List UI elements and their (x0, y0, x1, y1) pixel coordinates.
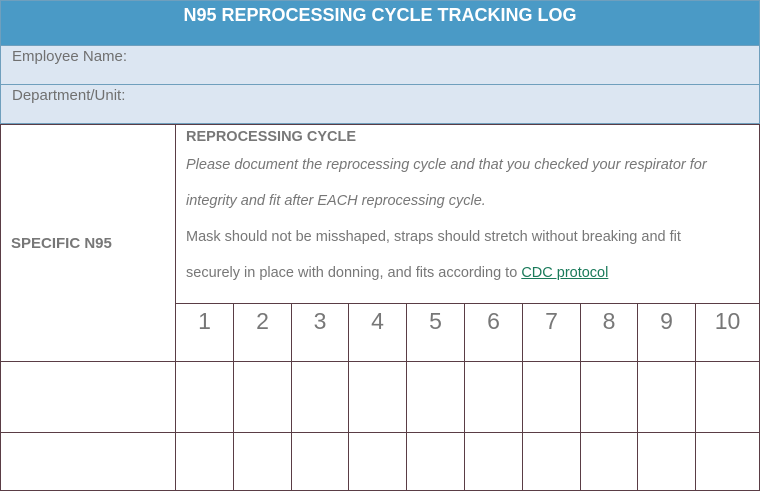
cycle-cell[interactable] (176, 362, 234, 433)
table-row (1, 362, 760, 433)
reprocessing-instructions (176, 125, 760, 304)
reprocessing-cycle-heading: REPROCESSING CYCLE (186, 129, 356, 145)
cycle-cell[interactable] (465, 433, 523, 491)
instruction-italic-line-2: integrity and fit after EACH reprocessing cycle. (186, 193, 486, 209)
n95-id-cell[interactable] (1, 433, 176, 491)
cycle-cell[interactable] (349, 362, 407, 433)
reprocessing-table (0, 124, 760, 491)
cycle-number-9: 9 (638, 304, 696, 362)
department-label: Department/Unit: (12, 87, 126, 104)
employee-name-field[interactable] (0, 46, 760, 85)
n95-id-cell[interactable] (1, 362, 176, 433)
specific-n95-header (1, 125, 176, 362)
cycle-cell[interactable] (696, 433, 760, 491)
cycle-cell[interactable] (581, 362, 638, 433)
cycle-cell[interactable] (176, 433, 234, 491)
cycle-number-3: 3 (292, 304, 349, 362)
cycle-cell[interactable] (234, 362, 292, 433)
cycle-cell[interactable] (349, 433, 407, 491)
employee-name-label: Employee Name: (12, 48, 128, 65)
department-field[interactable] (0, 85, 760, 124)
form-title: N95 REPROCESSING CYCLE TRACKING LOG (0, 0, 760, 46)
cycle-number-1: 1 (176, 304, 234, 362)
cycle-cell[interactable] (696, 362, 760, 433)
instruction-italic-line-1: Please document the reprocessing cycle and that you checked your respirator for (186, 157, 707, 173)
instruction-body-line-2 (186, 255, 751, 291)
cycle-cell[interactable] (581, 433, 638, 491)
cycle-number-5: 5 (407, 304, 465, 362)
table-row (1, 433, 760, 491)
cycle-number-4: 4 (349, 304, 407, 362)
cycle-cell[interactable] (407, 362, 465, 433)
cycle-cell[interactable] (292, 362, 349, 433)
cycle-cell[interactable] (465, 362, 523, 433)
cycle-cell[interactable] (638, 362, 696, 433)
cdc-protocol-link[interactable]: CDC protocol (521, 265, 609, 281)
cycle-number-10: 10 (696, 304, 760, 362)
cycle-cell[interactable] (523, 362, 581, 433)
cycle-cell[interactable] (407, 433, 465, 491)
cycle-cell[interactable] (292, 433, 349, 491)
cycle-number-8: 8 (581, 304, 638, 362)
cycle-number-2: 2 (234, 304, 292, 362)
cycle-number-7: 7 (523, 304, 581, 362)
cycle-cell[interactable] (234, 433, 292, 491)
instruction-body-line-1: Mask should not be misshaped, straps should stretch without breaking and fit (186, 229, 681, 245)
cycle-cell[interactable] (523, 433, 581, 491)
specific-n95-label: SPECIFIC N95 (11, 234, 112, 252)
cycle-number-6: 6 (465, 304, 523, 362)
cycle-cell[interactable] (638, 433, 696, 491)
instruction-body-line-2-text: securely in place with donning, and fits according to (186, 265, 518, 281)
